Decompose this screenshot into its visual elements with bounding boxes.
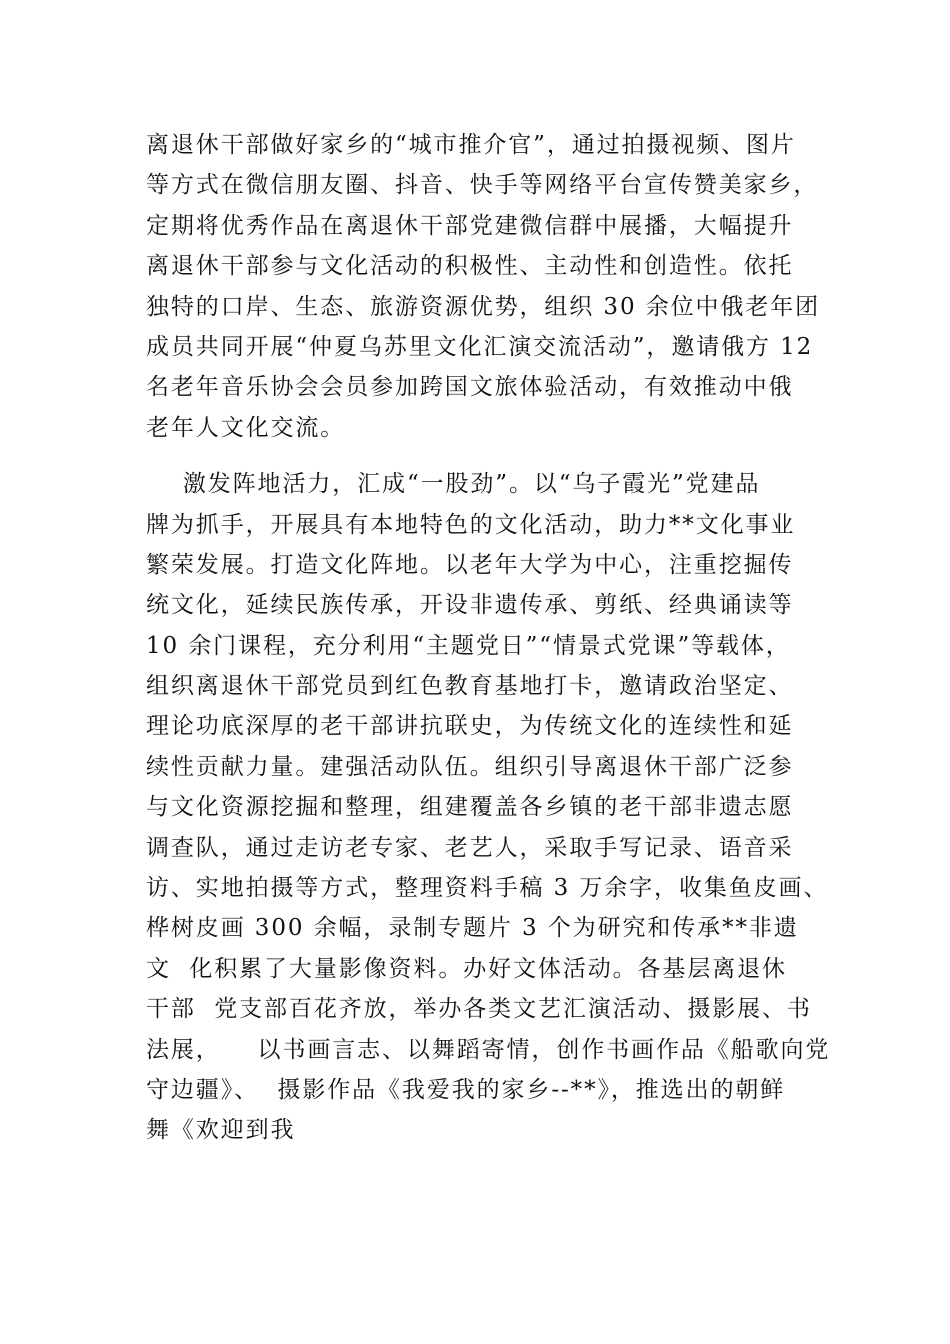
- text-line: 名老年音乐协会会员参加跨国文旅体验活动，有效推动中俄: [146, 374, 794, 401]
- text-line: 成员共同开展“仲夏乌苏里文化汇演交流活动”，邀请俄方 12: [146, 333, 814, 360]
- text-line: 文 化积累了大量影像资料。办好文体活动。各基层离退休: [146, 955, 787, 982]
- text-line: 繁荣发展。打造文化阵地。以老年大学为中心，注重挖掘传: [146, 551, 794, 578]
- text-line: 理论功底深厚的老干部讲抗联史，为传统文化的连续性和延: [146, 713, 794, 740]
- text-line: 与文化资源挖掘和整理，组建覆盖各乡镇的老干部非遗志愿: [146, 794, 794, 821]
- text-line: 法展， 以书画言志、以舞蹈寄情，创作书画作品《船歌向党: [146, 1036, 831, 1063]
- paragraph-gap: [146, 448, 826, 464]
- text-line: 舞《欢迎到我: [146, 1117, 296, 1144]
- text-line: 统文化，延续民族传承，开设非遗传承、剪纸、经典诵读等: [146, 592, 794, 619]
- text-line: 独特的口岸、生态、旅游资源优势，组织 30 余位中俄老年团: [146, 293, 820, 320]
- text-line: 激发阵地活力，汇成“一股劲”。以“乌子霞光”党建品: [146, 471, 761, 498]
- text-line: 10 余门课程，充分利用“主题党日”“情景式党课”等载体，: [146, 632, 791, 659]
- text-line: 定期将优秀作品在离退休干部党建微信群中展播，大幅提升: [146, 212, 794, 239]
- text-line: 调查队，通过走访老专家、老艺人，采取手写记录、语音采: [146, 834, 794, 861]
- paragraph-2: [146, 464, 831, 1151]
- text-line: 续性贡献力量。建强活动队伍。组织引导离退休干部广泛参: [146, 753, 794, 780]
- text-line: 桦树皮画 300 余幅，录制专题片 3 个为研究和传承**非遗: [146, 915, 799, 942]
- text-line: 守边疆》、 摄影作品《我爱我的家乡--**》，推选出的朝鲜: [146, 1076, 786, 1103]
- text-line: 牌为抓手，开展具有本地特色的文化活动，助力**文化事业: [146, 511, 796, 538]
- paragraph-1: [146, 125, 826, 448]
- text-line: 干部 党支部百花齐放，举办各类文艺汇演活动、摄影展、书: [146, 996, 812, 1023]
- text-line: 组织离退休干部党员到红色教育基地打卡，邀请政治坚定、: [146, 673, 794, 700]
- text-line: 访、实地拍摄等方式，整理资料手稿 3 万余字，收集鱼皮画、: [146, 875, 829, 902]
- text-line: 等方式在微信朋友圈、抖音、快手等网络平台宣传赞美家乡，: [146, 172, 819, 199]
- document-body: [146, 125, 831, 1151]
- text-line: 老年人文化交流。: [146, 414, 346, 441]
- text-line: 离退休干部参与文化活动的积极性、主动性和创造性。依托: [146, 253, 794, 280]
- text-line: 离退休干部做好家乡的“城市推介官”，通过拍摄视频、图片: [146, 132, 796, 158]
